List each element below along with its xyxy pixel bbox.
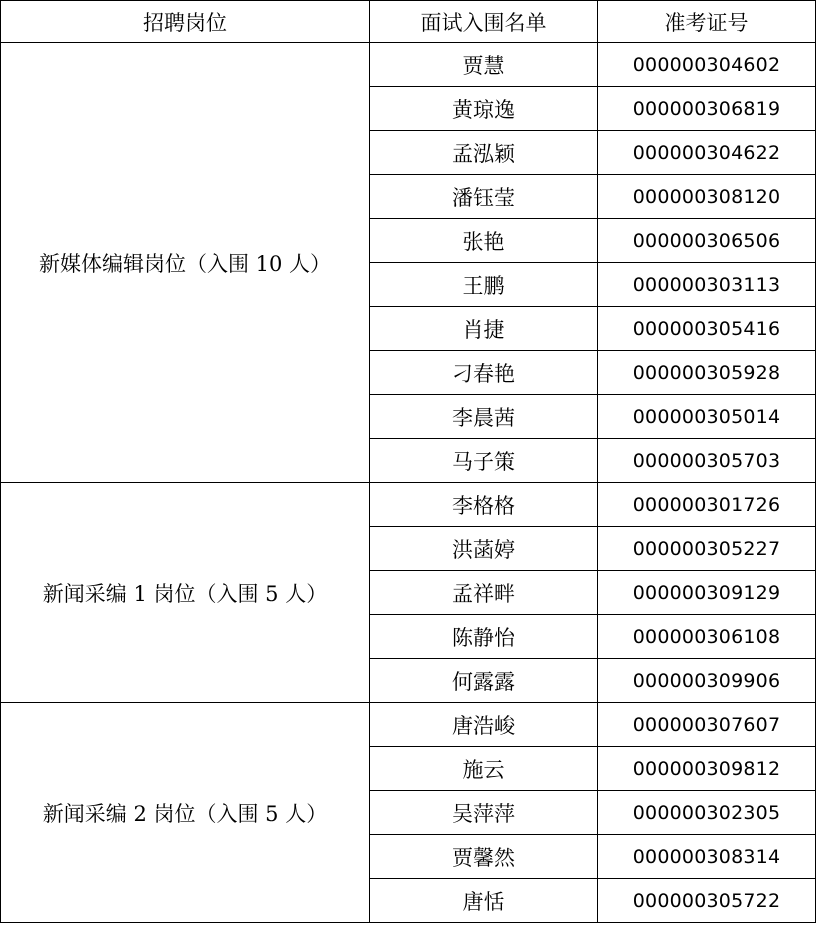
candidate-name: 黄琼逸 [370, 87, 598, 131]
candidate-name: 刁春艳 [370, 351, 598, 395]
exam-number: 000000307607 [598, 703, 816, 747]
candidate-name: 贾慧 [370, 43, 598, 87]
candidate-name: 何露露 [370, 659, 598, 703]
exam-number: 000000305227 [598, 527, 816, 571]
exam-number: 000000304622 [598, 131, 816, 175]
candidate-name: 张艳 [370, 219, 598, 263]
exam-number: 000000308120 [598, 175, 816, 219]
header-row [1, 1, 816, 43]
exam-number: 000000306506 [598, 219, 816, 263]
candidate-name: 孟泓颖 [370, 131, 598, 175]
exam-number: 000000305722 [598, 879, 816, 923]
exam-number: 000000306819 [598, 87, 816, 131]
exam-number: 000000304602 [598, 43, 816, 87]
candidate-name: 唐浩峻 [370, 703, 598, 747]
position-cell: 新媒体编辑岗位（入围 10 人） [1, 43, 370, 483]
candidate-name: 施云 [370, 747, 598, 791]
exam-number: 000000309906 [598, 659, 816, 703]
exam-number: 000000309129 [598, 571, 816, 615]
exam-number: 000000305928 [598, 351, 816, 395]
exam-number: 000000306108 [598, 615, 816, 659]
candidate-name: 王鹏 [370, 263, 598, 307]
candidate-name: 唐恬 [370, 879, 598, 923]
table-row [1, 703, 816, 747]
candidate-name: 肖捷 [370, 307, 598, 351]
candidate-name: 吴萍萍 [370, 791, 598, 835]
candidate-name: 李晨茜 [370, 395, 598, 439]
table-header [1, 1, 816, 43]
exam-number: 000000303113 [598, 263, 816, 307]
candidate-name: 陈静怡 [370, 615, 598, 659]
exam-number: 000000301726 [598, 483, 816, 527]
table-row [1, 43, 816, 87]
candidate-name: 潘钰莹 [370, 175, 598, 219]
exam-number: 000000305416 [598, 307, 816, 351]
candidate-name: 洪菡婷 [370, 527, 598, 571]
header-position: 招聘岗位 [1, 1, 370, 43]
exam-number: 000000309812 [598, 747, 816, 791]
candidate-name: 贾馨然 [370, 835, 598, 879]
position-cell: 新闻采编 1 岗位（入围 5 人） [1, 483, 370, 703]
table-body [1, 43, 816, 923]
exam-number: 000000305703 [598, 439, 816, 483]
header-exam-no: 准考证号 [598, 1, 816, 43]
exam-number: 000000302305 [598, 791, 816, 835]
candidate-name: 李格格 [370, 483, 598, 527]
candidate-name: 马子策 [370, 439, 598, 483]
exam-number: 000000305014 [598, 395, 816, 439]
exam-number: 000000308314 [598, 835, 816, 879]
table-row [1, 483, 816, 527]
candidate-name: 孟祥畔 [370, 571, 598, 615]
header-name: 面试入围名单 [370, 1, 598, 43]
position-cell: 新闻采编 2 岗位（入围 5 人） [1, 703, 370, 923]
